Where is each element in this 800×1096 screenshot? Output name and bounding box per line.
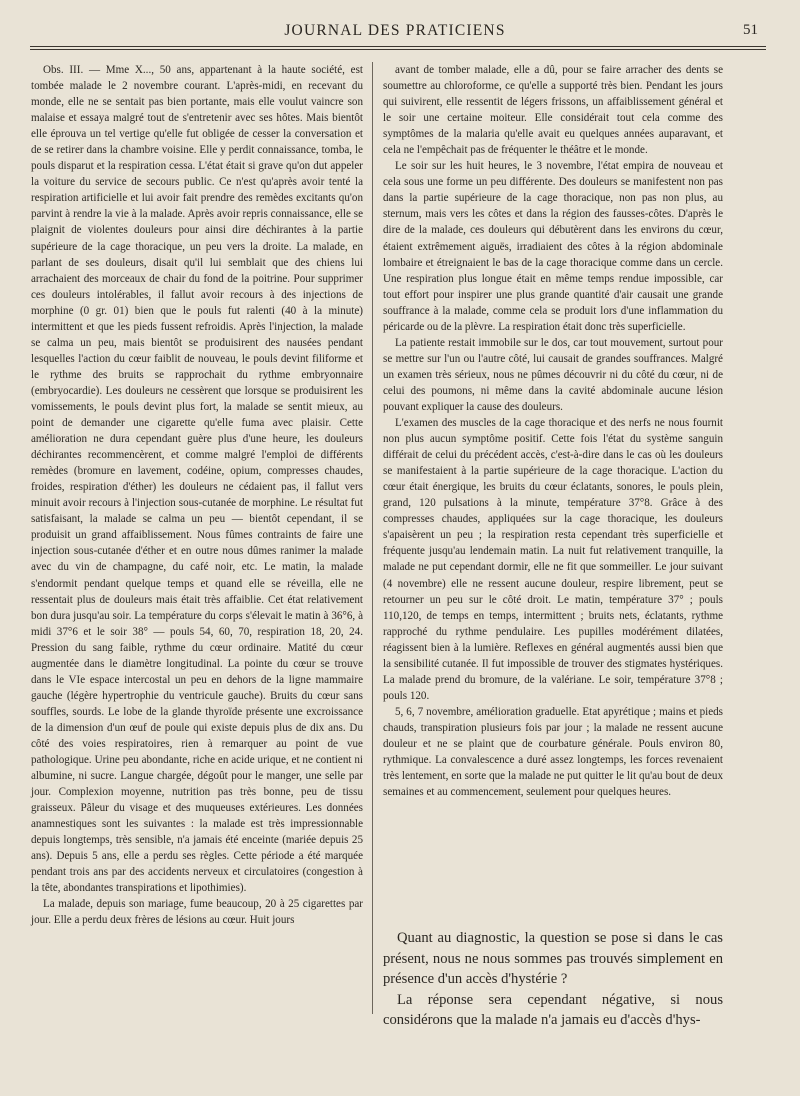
page-number: 51 [743,22,758,38]
journal-title: JOURNAL DES PRATICIENS [284,22,506,39]
column-divider [372,62,373,1014]
header-rule [30,46,766,50]
right-column [383,62,723,800]
observation-paragraph: La malade, depuis son mariage, fume beaucoup, 20 à 25 cigarettes par jour. Elle a perdu deux frères de lésions au cœur. Huit jours [31,898,363,927]
discussion-text [383,928,723,1031]
observation-paragraph: Le soir sur les huit heures, le 3 novembre, l'état empira de nouveau et cela sous une forme un peu différente. Des douleurs se manifestent non pas dans la partie supérieure de la cage thoracique, non pas non plus, au sternum, mais vers les côtes et dans la région des fausses-côtes. D'après le dire de la malade, ces douleurs qui débutèrent dans les environs du cœur, étaient extrêmement aiguës, irradiaient des côtes à la région abdominale lombaire et étreignaient le bas de la cage thoracique comme dans un cercle. Une respiration plus longue était en même temps rendue impossible, car tout effort pour inspirer une plus grande quantité d'air causait une grande souffrance à la malade, comme cela se produit lors d'une inflammation du péricarde ou de la plèvre. La respiration était donc très superficielle. [383,160,723,333]
observation-paragraph: Obs. III. — Mme X..., 50 ans, appartenant à la haute société, est tombée malade le 2 novembre courant. L'après-midi, en recevant du monde, elle ne se sentait pas bien portante, mais elle voulut vaincre son malaise et essaya malgré tout de s'entretenir avec ses hôtes. Mais bientôt elle éprouva un tel vertige qu'elle fut obligée de cesser la conversation et de se retirer dans la chambre voisine. Elle y perdit connaissance, tomba, le pouls disparut et la respiration cessa. L'état était si grave qu'on dut appeler la voiture du service de secours public. Ce n'est qu'après avoir tenté la respiration artificielle et lui avoir fait prendre des remèdes excitants qu'on parvint à rendre la vie à la malade. Après avoir repris connaissance, elle se plaignit de violentes douleurs pour ainsi dire déchirantes à la partie supérieure de la cage thoracique, un peu vers la droite. La malade, en parlant de ses douleurs, disait qu'il lui semblait que des chiens lui arrachaient des morceaux de chair du fond de la poitrine. Pour supprimer ces douleurs intolérables, il fallut avoir recours à des injections de morphine (0 gr. 01) bien que le pouls fut ralenti (40 à la minute) intermittent et que les pieds fussent refroidis. Après l'injection, la malade se calma un peu, mais bientôt se produisirent des nausées pendant lesquelles l'action du cœur faiblit de nouveau, le pouls devint filiforme et le rythme des bruits se rapprochait du rythme embryonnaire (embryocardie). Les douleurs ne cessèrent que lorsque se produisirent les vomissements, le pouls devint plus fort, la malade se sentit mieux, au point de demander une cigarette qu'elle fuma avec plaisir. Cette amélioration ne dura cependant guère plus d'une heure, les douleurs déchirantes recommencèrent, et comme malgré l'emploi de différents remèdes (bromure en lavement, codéine, opium, compresses chaudes, froides, respiration d'éther) les douleurs ne cédaient pas, il fallut vers minuit avoir recours à l'injection sous-cutanée de morphine. Le résultat fut satisfaisant, la malade se calma un peu — bientôt cependant, il se produisit un grand affaiblissement. Nous fûmes contraints de faire une injection sous-cutanée d'éther et en outre nous dûmes ranimer la malade avec du vin de champagne, du café noir, etc. Le matin, la malade s'endormit pendant quelque temps et quand elle se réveilla, elle ne ressentait plus de douleurs mais était très affaiblie. Cet état relativement bon dura jusqu'au soir. La température du corps s'élevait le matin à 36°6, à midi 37°6 et le soir 38° — pouls 54, 60, 70, respiration 18, 20, 24. Pression du sang faible, rythme du cœur ordinaire. Matité du cœur augmentée dans le diamètre longitudinal. La pointe du cœur se trouve dans le VIe espace intercostal un peu en dehors de la ligne mammaire gauche (légère hypertrophie du ventricule gauche). Bruits du cœur sans souffles, sourds. Le lobe de la glande thyroïde présente une excroissance de la dimension d'un œuf de poule qui existe depuis plus de dix ans. Du côté des voies respiratoires, rien à remarquer au point de vue pathologique. Urine peu abondante, riche en acide urique, et ne contient ni albumine, ni sucre. Langue chargée, dégoût pour le manger, une selle par jour. Complexion moyenne, nutrition pas très bonne, peu de tissu graisseux. Pâleur du visage et des muqueuses extérieures. Les données anamnestiques sont les suivantes : la malade est très impressionnable depuis longtemps, très sensible, n'a jamais été enceinte (mariée depuis 25 ans). Depuis 5 ans, elle a perdu ses règles. Cette période a été marquée pendant trois ans par des accidents nerveux et circulatoires (congestion à la tête, abondantes transpirations et lipothimies). [31,64,363,895]
observation-paragraph: L'examen des muscles de la cage thoracique et des nerfs ne nous fournit non plus aucun symptôme positif. Cette fois l'état du système sanguin différait de celui du précédent accès, c'est-à-dire dans le cas où les douleurs se manifestaient à la partie supérieure de la cage thoracique. L'action du cœur était énergique, les bruits du cœur éclatants, sonores, le pouls plein, grand, 120 pulsations à la minute, température 37°8. Grâce à des compresses chaudes, appliquées sur la cage thoracique, les douleurs s'apaisèrent un peu ; la respiration resta cependant très superficielle et fréquente jusqu'au lendemain matin. La nuit fut relativement tranquille, la malade ne put cependant dormir, elle ne fit que sommeiller. Le jour suivant (4 novembre) elle ne ressent aucune douleur, respire librement, peut se retourner un peu sur le côté droit. Le matin, température 37° ; pouls 110,120, de temps en temps, intermittent ; bruits nets, éclatants, rythme rapproché du rythme pendulaire. Les pupilles modérément dilatées, réagissent bien à la lumière. Reflexes en général augmentés aussi bien que la sensibilité cutanée. Il fut impossible de trouver des stigmates hystériques. La malade prend du bromure, de la valériane. Le soir, température 37°8 ; pouls 120. [383,417,723,702]
observation-paragraph: avant de tomber malade, elle a dû, pour se faire arracher des dents se soumettre au chloroforme, ce qu'elle a supporté très bien. Pendant les jours qui suivirent, elle ressentit de légers frissons, un affaiblissement général et le soir une certaine moiteur. Elle considérait tout cela comme des symptômes de la malaria qu'elle avait eu quelques années auparavant, et cela ne l'empêchait pas de fréquenter le théâtre et le monde. [383,64,723,157]
left-column [31,62,363,929]
discussion-paragraph: Quant au diagnostic, la question se pose si dans le cas présent, nous ne nous sommes pas trouvés simplement en présence d'un accès d'hystérie ? [383,930,723,987]
observation-paragraph: La patiente restait immobile sur le dos, car tout mouvement, surtout pour se mettre sur l'un ou l'autre côté, lui causait de grandes souffrances. Malgré un examen très sérieux, nous ne pûmes découvrir ni du côté du cœur, ni de celui des poumons, ni même dans la cavité abdominale aucune lésion pouvant expliquer la cause des douleurs. [383,336,723,413]
observation-paragraph: 5, 6, 7 novembre, amélioration graduelle. Etat apyrétique ; mains et pieds chauds, transpiration plusieurs fois par jour ; la malade ne ressent aucune douleur et ne se plaint que de courbature générale. Pouls environ 80, rythmique. La convalescence a duré assez longtemps, les forces revenaient très lentement, en sorte que la malade ne put quitter le lit qu'au bout de deux semaines et au commencement, seulement pour quelques heures. [383,705,723,799]
discussion-paragraph: La réponse sera cependant négative, si nous considérons que la malade n'a jamais eu d'accès d'hys- [383,991,723,1028]
